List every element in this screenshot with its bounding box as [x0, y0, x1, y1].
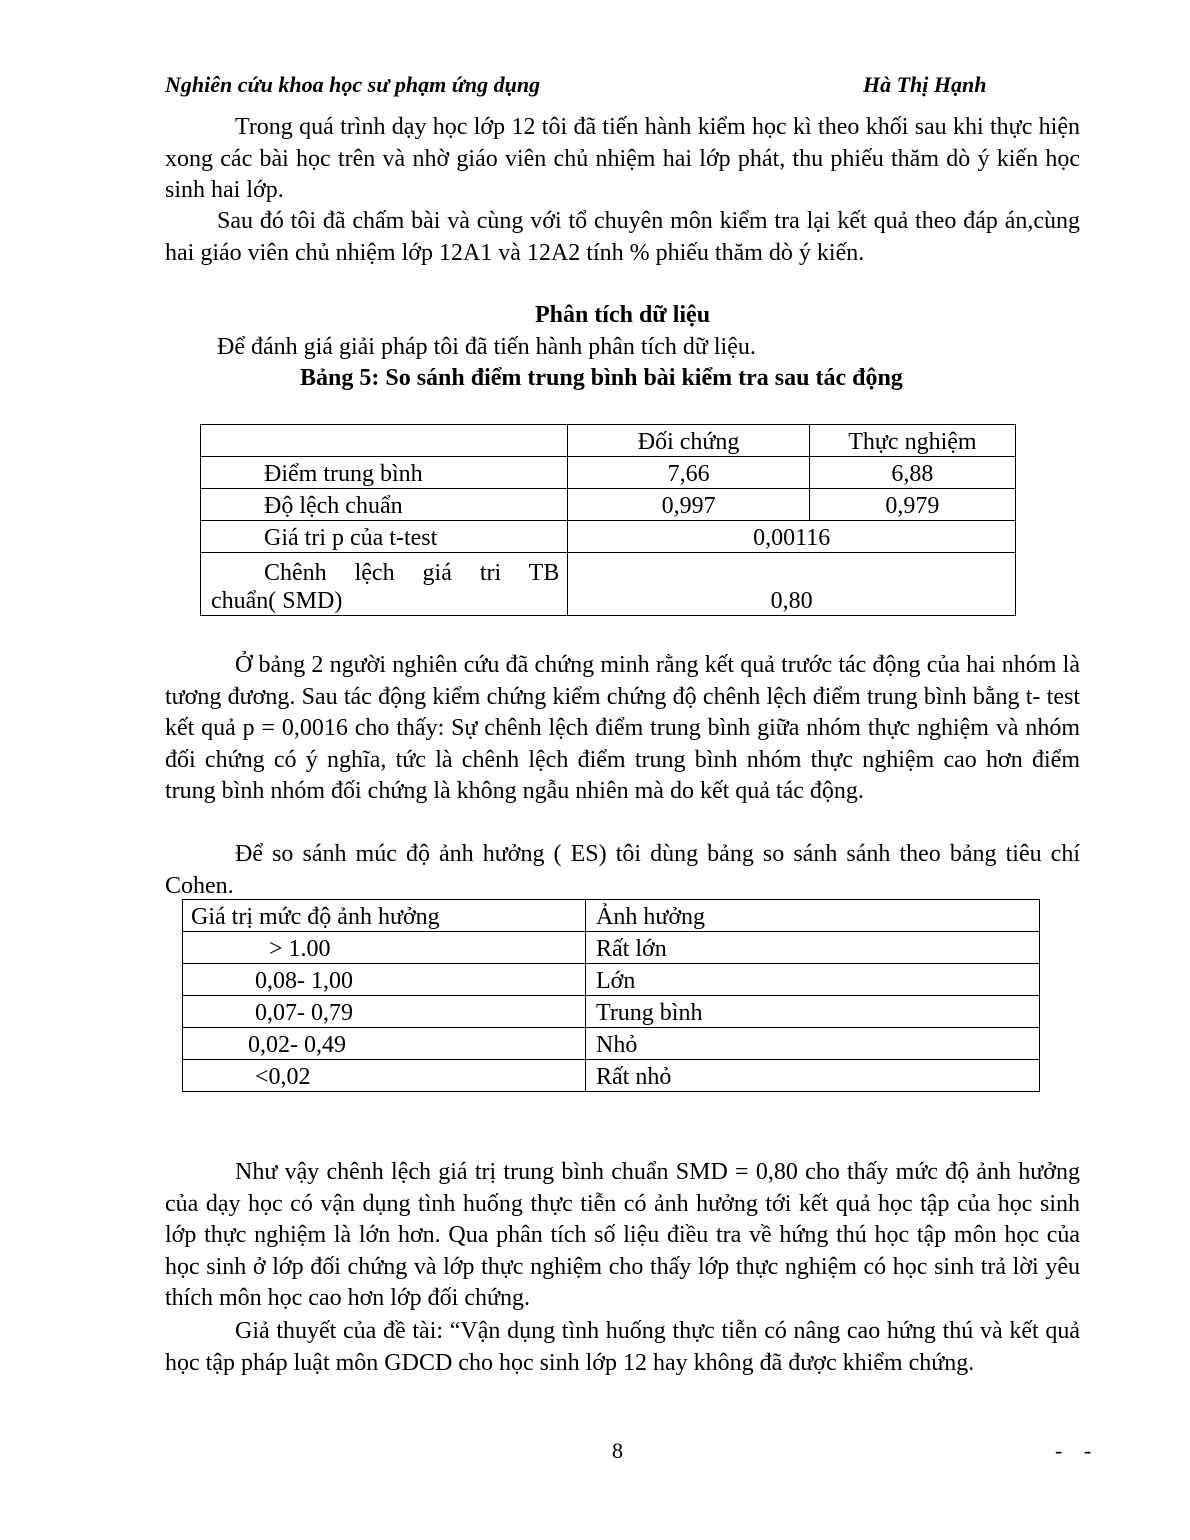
table5-header-experiment: Thực nghiệm — [809, 425, 1015, 457]
paragraph-1: Trong quá trình dạy học lớp 12 tôi đã tiến hành kiểm học kì theo khối sau khi thực hiện xong các bài học trên và nhờ giáo viên chủ nhiệm hai lớp phát, thu phiếu thăm dò ý kiến học sinh hai lớp. — [165, 114, 1080, 203]
table-row — [183, 1028, 1040, 1060]
smd-value: 0,80 — [568, 553, 1016, 616]
table-row — [183, 1060, 1040, 1092]
header-title: Nghiên cứu khoa học sư phạm ứng dụng — [165, 72, 541, 97]
cohen-effect: Rất lớn — [586, 932, 1040, 964]
table-row — [183, 964, 1040, 996]
control-value: 0,997 — [568, 489, 809, 521]
table5-header-control: Đối chứng — [568, 425, 809, 457]
cohen-header-effect: Ảnh hưởng — [586, 900, 1040, 932]
footer-dashes: - - — [1055, 1438, 1100, 1463]
paragraph-4: Ở bảng 2 người nghiên cứu đã chứng minh rằng kết quả trước tác động của hai nhóm là tương đương. Sau tác động kiểm chứng kiểm chứng độ chênh lệch điểm trung bình bằng t- test kết quả p = 0,0016 cho thấy: Sự chênh lệch điểm trung bình giữa nhóm thực nghiệm và nhóm đối chứng có ý nghĩa, tức là chênh lệch điểm trung bình nhóm thực nghiệm cao hơn điểm trung bình nhóm đối chứng là không ngẫu nhiên mà do kết quả tác động. — [165, 652, 1080, 804]
paragraph-3: Để đánh giá giải pháp tôi đã tiến hành phân tích dữ liệu. — [217, 334, 756, 360]
cohen-range: 0,08- 1,00 — [183, 964, 586, 996]
section-heading: Phân tích dữ liệu — [534, 302, 711, 328]
experiment-value: 6,88 — [809, 457, 1015, 489]
smd-label-cell — [201, 553, 568, 616]
smd-label-line2: chuẩn( SMD) — [211, 588, 343, 614]
experiment-value: 0,979 — [809, 489, 1015, 521]
table-row — [201, 457, 1016, 489]
paragraph-7: Giả thuyết của đề tài: “Vận dụng tình huống thực tiễn có nâng cao hứng thú và kết quả học tập pháp luật môn GDCD cho học sinh lớp 12 hay không đã được khiểm chứng. — [165, 1318, 1080, 1376]
table-row — [201, 425, 1016, 457]
table5-caption: Bảng 5: So sánh điểm trung bình bài kiểm tra sau tác động — [300, 365, 903, 391]
paragraph-2: Sau đó tôi đã chấm bài và cùng với tổ chuyên môn kiểm tra lại kết quả theo đáp án,cùng hai giáo viên chủ nhiệm lớp 12A1 và 12A2 tính % phiếu thăm dò ý kiến. — [165, 208, 1080, 266]
cohen-effect: Lớn — [586, 964, 1040, 996]
page-header — [165, 68, 1080, 100]
header-author: Hà Thị Hạnh — [863, 72, 987, 97]
table5-comparison — [200, 424, 1016, 616]
row-label: Độ lệch chuẩn — [201, 489, 568, 521]
paragraph-6: Như vậy chênh lệch giá trị trung bình chuẩn SMD = 0,80 cho thấy mức độ ảnh hưởng của dạy học có vận dụng tình huống thực tiễn có ảnh hưởng tới kết quả học tập của học sinh lớp thực nghiệm là lớn hơn. Qua phân tích số liệu điều tra về hứng thú học tập môn học của học sinh ở lớp đối chứng và lớp thực nghiệm cho thấy lớp thực nghiệm có học sinh trả lời yêu thích môn học cao hơn lớp đối chứng. — [165, 1159, 1080, 1311]
cohen-criteria-table — [182, 899, 1040, 1092]
cohen-range: <0,02 — [183, 1060, 586, 1092]
row-label: Điểm trung bình — [201, 457, 568, 489]
paragraph-5: Để so sánh múc độ ảnh hưởng ( ES) tôi dùng bảng so sánh sánh theo bảng tiêu chí Cohen. — [165, 841, 1080, 899]
cohen-effect: Trung bình — [586, 996, 1040, 1028]
table-row — [183, 932, 1040, 964]
cohen-effect: Nhỏ — [586, 1028, 1040, 1060]
pvalue-value: 0,00116 — [568, 521, 1016, 553]
page-number: 8 — [612, 1438, 623, 1463]
cohen-range: 0,07- 0,79 — [183, 996, 586, 1028]
table-row — [183, 900, 1040, 932]
table-row — [201, 521, 1016, 553]
smd-label-line1: Chênh lệch giá tri TB — [264, 560, 560, 586]
cohen-range: > 1.00 — [183, 932, 586, 964]
table-row — [183, 996, 1040, 1028]
cohen-range: 0,02- 0,49 — [183, 1028, 586, 1060]
cohen-header-range: Giá trị mức độ ảnh hưởng — [183, 900, 586, 932]
cohen-effect: Rất nhỏ — [586, 1060, 1040, 1092]
table-row — [201, 553, 1016, 616]
pvalue-label: Giá tri p của t-test — [201, 521, 568, 553]
table5-header-empty — [201, 425, 568, 457]
control-value: 7,66 — [568, 457, 809, 489]
table-row — [201, 489, 1016, 521]
